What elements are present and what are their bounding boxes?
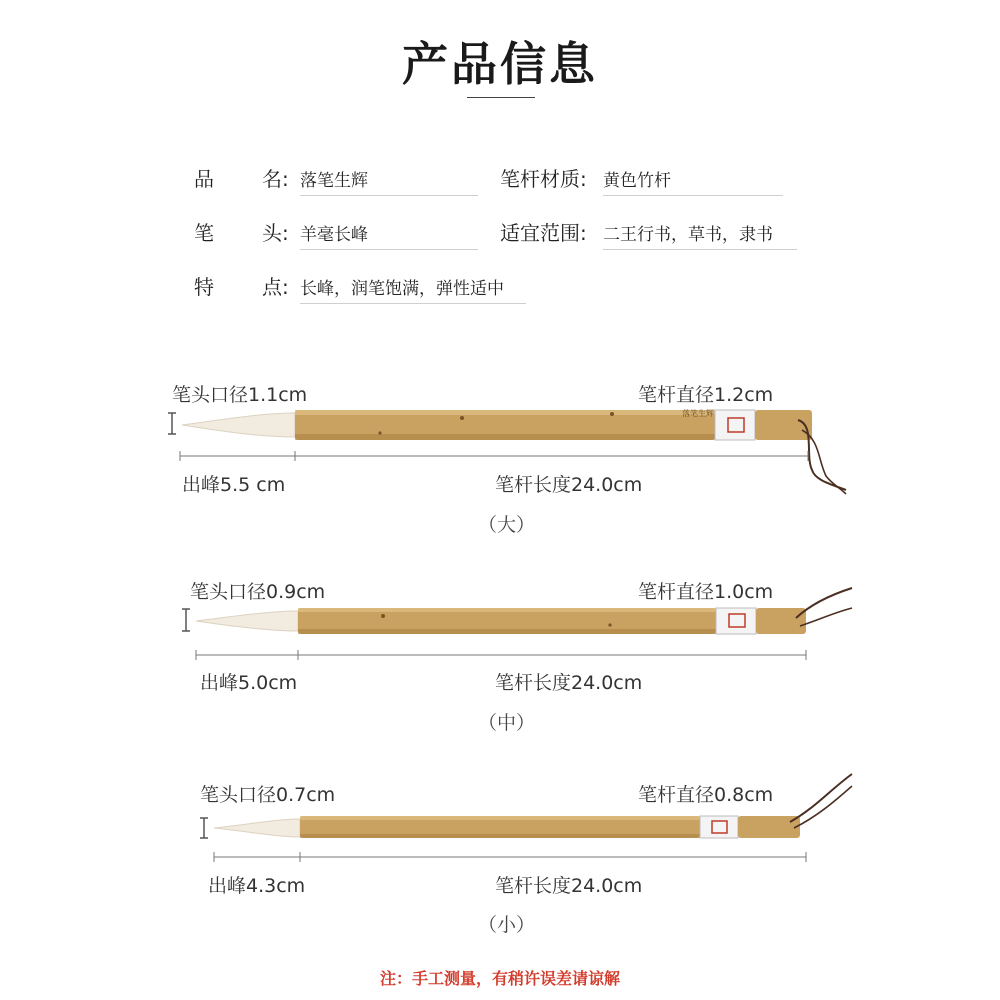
brush-small-tip-diameter: 笔头口径0.7cm (200, 784, 336, 806)
spec-name-key-2: 名: (262, 167, 289, 191)
brush-medium-shaft-length: 笔杆长度24.0cm (495, 672, 643, 694)
spec-name-value: 落笔生辉 (300, 166, 478, 196)
spec-tip-key-2: 头: (262, 221, 289, 245)
spec-feature-value: 长峰，润笔饱满，弹性适中 (300, 274, 526, 304)
brush-small-size-label: （小） (478, 914, 536, 936)
brush-medium-tip-diameter: 笔头口径0.9cm (190, 581, 326, 603)
spec-feature-key-2: 点: (262, 275, 289, 299)
page-title: 产品信息 (402, 37, 598, 91)
spec-range-key: 适宜范围: (500, 221, 587, 245)
brush-small-shaft-diameter: 笔杆直径0.8cm (638, 784, 774, 806)
spec-feature-key-1: 特 (194, 275, 214, 299)
spec-tip-value: 羊毫长峰 (300, 220, 478, 250)
brush-small-shaft-length: 笔杆长度24.0cm (495, 875, 643, 897)
brush-medium-tip-length: 出峰5.0cm (200, 672, 298, 694)
spec-tip-key-1: 笔 (194, 221, 214, 245)
brush-medium-shaft-diameter: 笔杆直径1.0cm (638, 581, 774, 603)
brush-small-tip-length: 出峰4.3cm (208, 875, 306, 897)
brush-large-shaft-length: 笔杆长度24.0cm (495, 474, 643, 496)
spec-material-value: 黄色竹杆 (603, 166, 783, 196)
brush-large-size-label: （大） (478, 514, 536, 536)
measurement-note: 注：手工测量，有稍许误差请谅解 (379, 969, 620, 988)
spec-range-value: 二王行书，草书，隶书 (603, 220, 797, 250)
brush-large-tip-length: 出峰5.5 cm (182, 474, 286, 496)
brush-large-tip-diameter: 笔头口径1.1cm (172, 384, 308, 406)
brush-large-shaft-diameter: 笔杆直径1.2cm (638, 384, 774, 406)
brush-medium-size-label: （中） (478, 712, 536, 734)
spec-material-key: 笔杆材质: (500, 167, 587, 191)
svg-text:落笔生辉: 落笔生辉 (682, 409, 714, 418)
spec-name-key-1: 品 (194, 167, 214, 191)
